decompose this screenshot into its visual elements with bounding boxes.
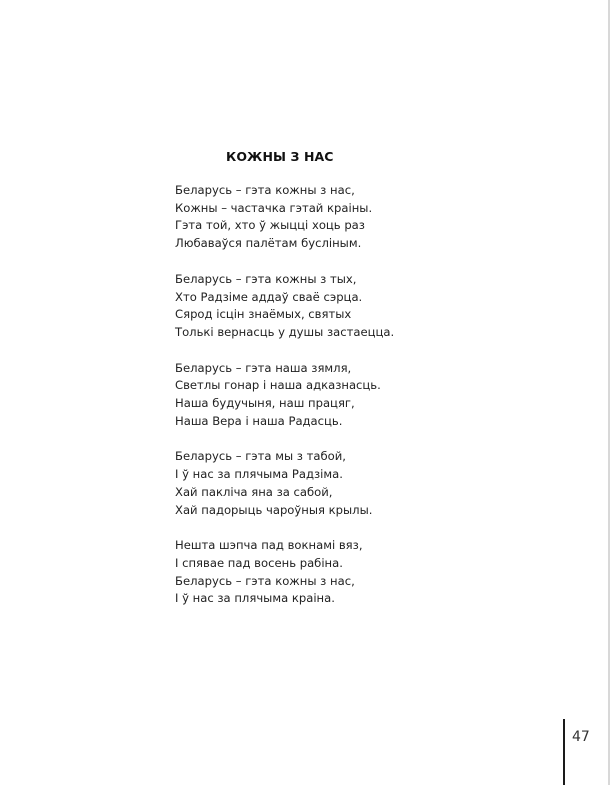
stanza — [175, 271, 575, 342]
poem-line: І ў нас за плячыма Радзіма. — [175, 467, 343, 482]
poem-line: Беларусь – гэта кожны з нас, — [175, 573, 355, 588]
poem-line: Толькі вернасць у душы застаецца. — [175, 324, 395, 339]
poem-line: Наша будучыня, наш працяг, — [175, 396, 355, 411]
poem-line: Хай пакліча яна за сабой, — [175, 484, 333, 499]
poem-line: Гэта той, хто ў жыцці хоць раз — [175, 218, 365, 233]
poem-line: І спявае пад восень рабіна. — [175, 555, 343, 570]
poem-line: Беларусь – гэта кожны з нас, — [175, 183, 355, 197]
page-number-bar — [563, 719, 565, 785]
poem-line: Наша Вера і наша Радасць. — [175, 413, 343, 428]
poem-body — [175, 182, 575, 626]
poem-line: Беларусь – гэта мы з табой, — [175, 449, 346, 464]
stanza — [175, 360, 575, 431]
poem-title: КОЖНЫ З НАС — [226, 149, 334, 164]
page-number: 47 — [572, 729, 590, 745]
poem-line: Светлы гонар і наша адказнасць. — [175, 378, 381, 393]
poem-line: Любаваўся палётам буслiным. — [175, 236, 362, 251]
poem-line: Кожны – частачка гэтай краіны. — [175, 200, 373, 215]
poem-line: І ў нас за плячыма краіна. — [175, 591, 335, 606]
stanza — [175, 182, 575, 253]
stanza — [175, 448, 575, 519]
poem-line: Хай падорыць чароўныя крылы. — [175, 502, 373, 517]
poem-line: Хто Радзіме аддаў сваё сэрца. — [175, 289, 363, 304]
poem-line: Нешта шэпча пад вокнамі вяз, — [175, 538, 363, 553]
poem-line: Беларусь – гэта кожны з тых, — [175, 271, 357, 286]
poem-line: Беларусь – гэта наша зямля, — [175, 360, 352, 375]
poem-line: Сярод ісцін знаёмых, святых — [175, 307, 352, 322]
stanza — [175, 537, 575, 608]
